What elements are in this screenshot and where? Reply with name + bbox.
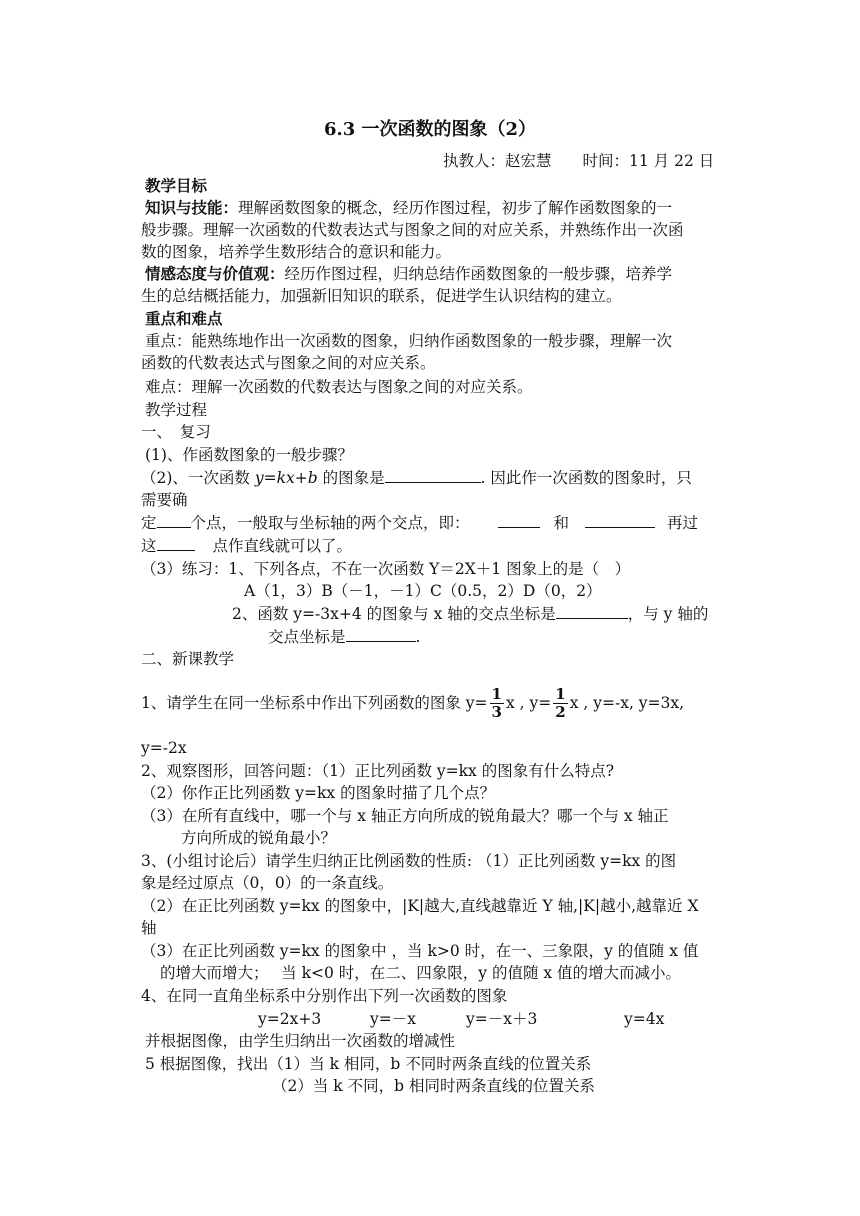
q2-text-b: 的图象是	[317, 469, 385, 487]
review-question-2	[141, 467, 692, 489]
key-point-line-1: 重点：能熟练地作出一次函数的图象，归纳作函数图象的一般步骤，理解一次	[145, 332, 673, 350]
q2-text-d: 需要确	[141, 491, 188, 509]
knowledge-line-2: 般步骤。理解一次函数的代数表达式与图象之间的对应关系，并熟练作出一次函	[141, 221, 684, 239]
ex2-text-d: .	[415, 628, 421, 646]
q2-text-e2: 个点，一般取与坐标轴的两个交点，即：	[190, 514, 470, 532]
function-1: y=2x+3	[258, 1010, 322, 1028]
new-lesson-heading: 二、新课教学	[141, 650, 235, 668]
function-4: y=4x	[624, 1010, 665, 1028]
exercise-1: （3）练习：1、下列各点，不在一次函数 Y＝2X＋1 图象上的是（ ）	[141, 560, 631, 578]
lesson-item-3b: 象是经过原点（0，0）的一条直线。	[141, 874, 394, 892]
teacher-and-date: 执教人：赵宏慧 时间：11 月 22 日	[443, 152, 715, 170]
q2-line-f	[141, 535, 352, 557]
answer-blank	[157, 512, 191, 528]
answer-blank	[498, 512, 540, 528]
review-heading: 一、 复习	[141, 423, 211, 441]
q2-text-f1: 这	[141, 537, 157, 555]
function-3: y=－x＋3	[466, 1010, 538, 1028]
q2-text-e1: 定	[141, 514, 157, 532]
lesson-item-3a: 3、(小组讨论后）请学生归纳正比例函数的性质: （1）正比列函数 y=kx 的图	[141, 852, 677, 870]
lesson-item-2: 2、观察图形，回答问题：（1）正比列函数 y=kx 的图象有什么特点?	[141, 762, 615, 780]
lesson-item-2-3a: （3）在所有直线中，哪一个与 x 轴正方向所成的锐角最大？哪一个与 x 轴正	[141, 807, 669, 825]
fraction-numerator: 1	[555, 684, 566, 703]
exercise-1-options: A（1，3）B（－1，－1）C（0.5，2）D（0，2）	[244, 582, 602, 600]
item1-text-c: x , y=-x, y=3x,	[569, 694, 685, 712]
lesson-item-1	[141, 683, 684, 723]
emotion-label: 情感态度与价值观：	[145, 264, 285, 283]
lesson-item-3-2a: （2）在正比列函数 y=kx 的图象中，|K|越大,直线越靠近 Y 轴,|K|越小,越靠近 X	[141, 897, 699, 915]
key-points-heading: 重点和难点	[145, 309, 223, 328]
answer-blank	[385, 467, 481, 483]
answer-blank	[346, 626, 416, 642]
fraction-denominator: 3	[491, 702, 502, 721]
fraction-numerator: 1	[491, 684, 502, 703]
knowledge-text-1: 理解函数图象的概念，经历作图过程，初步了解作函数图象的一	[238, 199, 673, 217]
function-2: y=－x	[370, 1010, 416, 1028]
lesson-item-2-2: （2）你作正比列函数 y=kx 的图象时描了几个点？	[141, 784, 496, 802]
item1-text-a: 1、请学生在同一坐标系中作出下列函数的图象 y=	[141, 694, 488, 712]
ex2-text-a: 2、函数 y=-3x+4 的图象与 x 轴的交点坐标是	[232, 605, 556, 623]
knowledge-line-1	[145, 197, 672, 219]
page-title: 6.3 一次函数的图象（2）	[323, 119, 537, 140]
lesson-item-3-2b: 轴	[141, 919, 157, 937]
answer-blank	[556, 603, 628, 619]
answer-blank	[585, 512, 655, 528]
lesson-item-4: 4、在同一直角坐标系中分别作出下列一次函数的图象	[141, 987, 508, 1005]
lesson-item-3-3b: 的增大而增大； 当 k<0 时，在二、四象限，y 的值随 x 值的增大而减小。	[160, 964, 682, 982]
lesson-item-5b: （2）当 k 不同，b 相同时两条直线的位置关系	[272, 1077, 595, 1095]
q2-text-e4: 再过	[667, 514, 699, 532]
q2-text-c: . 因此作一次函数的图象时，只	[480, 469, 692, 487]
lesson-item-2-3b: 方向所成的锐角最小？	[181, 829, 337, 847]
q2-text-e3: 和	[553, 514, 570, 532]
emotion-line-2: 生的总结概括能力，加强新旧知识的联系，促进学生认识结构的建立。	[141, 287, 622, 305]
knowledge-label: 知识与技能：	[145, 198, 239, 217]
item1-text-b: x , y=	[505, 694, 552, 712]
emotion-line-1	[145, 263, 672, 285]
emotion-text-1: 经历作图过程，归纳总结作函数图象的一般步骤，培养学	[284, 265, 673, 283]
difficulty-line: 难点：理解一次函数的代数表达与图象之间的对应关系。	[145, 378, 533, 396]
fraction-one-half	[553, 686, 567, 721]
q2-text-a: （2)、一次函数	[141, 469, 255, 487]
review-question-1: (1)、作函数图象的一般步骤？	[145, 446, 353, 464]
fraction-one-third	[490, 686, 504, 721]
answer-blank	[157, 535, 195, 551]
lesson-item-3-3a: （3）在正比列函数 y=kx 的图象中 ，当 k>0 时，在一、三象限，y 的值随 x 值	[141, 942, 699, 960]
lesson-item-5a: 5 根据图像，找出（1）当 k 相同，b 不同时两条直线的位置关系	[145, 1055, 592, 1073]
item1-text-d: y=-2x	[141, 739, 187, 757]
exercise-2-cont	[268, 626, 420, 648]
knowledge-line-3: 数的图象，培养学生数形结合的意识和能力。	[141, 243, 452, 261]
ex2-text-b: ，与 y 轴的	[627, 605, 709, 623]
fraction-denominator: 2	[555, 702, 566, 721]
key-point-line-2: 函数的代数表达式与图象之间的对应关系。	[141, 354, 436, 372]
q2-formula: y=kx+b	[254, 469, 318, 487]
q2-text-f2: 点作直线就可以了。	[212, 537, 353, 555]
ex2-text-c: 交点坐标是	[268, 628, 346, 646]
lesson-item-4b: 并根据图像，由学生归纳出一次函数的增减性	[145, 1032, 456, 1050]
exercise-2	[232, 603, 708, 625]
q2-line-e	[141, 512, 698, 534]
process-heading: 教学过程	[145, 401, 208, 419]
goals-heading: 教学目标	[145, 176, 208, 195]
